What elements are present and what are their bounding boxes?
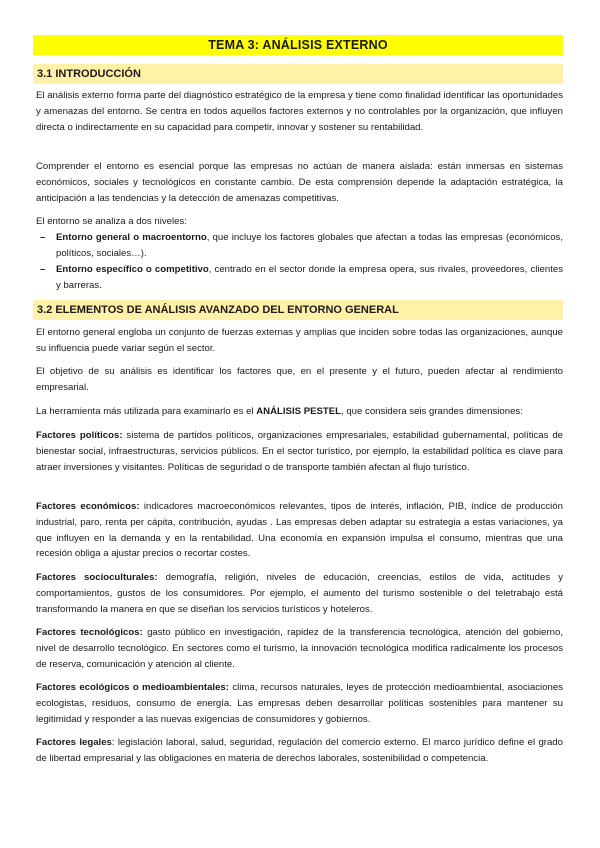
- factor-tecnologicos: [36, 625, 563, 672]
- list-item: [40, 262, 563, 294]
- list-item-text: , centrado en el sector donde la empresa opera, sus rivales, proveedores, clientes y barreras.: [56, 264, 563, 291]
- dash-bullet: –: [40, 264, 46, 275]
- section-heading-elementos: 3.2 ELEMENTOS DE ANÁLISIS AVANZADO DEL ENTORNO GENERAL: [33, 300, 563, 320]
- factor-term: Factores ecológicos o medioambientales:: [36, 682, 229, 693]
- factor-term: Factores políticos:: [36, 430, 123, 441]
- factor-socioculturales: [36, 570, 563, 617]
- factor-text: : legislación laboral, salud, seguridad, regulación del comercio externo. El marco jurídico define el grado de libertad empresarial y las obligaciones en materia de derechos laborales, sostenibilidad o competencia.: [36, 737, 563, 764]
- list-item-term: Entorno específico o competitivo: [56, 264, 209, 275]
- paragraph: Comprender el entorno es esencial porque las empresas no actúan de manera aislada: están inmersas en sistemas económicos, sociales y tecnológicos en constante cambio. De esta comprensión depende la adaptación estratégica, la anticipación a las tendencias y la detección de amenazas competitivas.: [36, 161, 563, 204]
- factor-term: Factores económicos:: [36, 501, 140, 512]
- list-item-term: Entorno general o macroentorno: [56, 232, 207, 243]
- paragraph-pestel: [36, 404, 563, 420]
- section-heading-introduccion: 3.1 INTRODUCCIÓN: [33, 64, 563, 84]
- text-segment: , que considera seis grandes dimensiones:: [341, 406, 523, 417]
- factor-term: Factores socioculturales:: [36, 572, 158, 583]
- dash-bullet: –: [40, 232, 46, 243]
- paragraph: El análisis externo forma parte del diagnóstico estratégico de la empresa y tiene como finalidad identificar las oportunidades y amenazas del entorno. Se centra en todos aquellos factores externos y no controlables por la organización, que influyen directa o indirectamente en su capacidad para competir, innovar y sostener su rentabilidad.: [36, 90, 563, 133]
- list-item-text: , que incluye los factores globales que afectan a todas las empresas (económicos, políticos, sociales…).: [56, 232, 563, 259]
- page-title: TEMA 3: ANÁLISIS EXTERNO: [33, 35, 563, 55]
- factor-economicos: [36, 499, 563, 562]
- factor-term: Factores tecnológicos:: [36, 627, 143, 638]
- factor-term: Factores legales: [36, 737, 112, 748]
- factor-text: gasto público en investigación, rapidez de la transferencia tecnológica, atención del gobierno, nivel de desarrollo tecnológico. En sectores como el turismo, la innovación tecnológica modifica radicalmente los procesos de reserva, comunicación y atención al cliente.: [36, 627, 563, 670]
- list-item: [40, 230, 563, 262]
- paragraph: El objetivo de su análisis es identificar los factores que, en el presente y el futuro, pueden afectar al rendimiento empresarial.: [36, 366, 563, 393]
- text-segment: La herramienta más utilizada para examinarlo es el: [36, 406, 257, 417]
- factor-text: clima, recursos naturales, leyes de protección medioambiental, asociaciones ecologistas, residuos, consumo de energía. Las empresas deben desarrollar políticas sostenibles para mantener su legitimidad y responder a las nuevas exigencias de consumidores y gobiernos.: [36, 682, 563, 725]
- factor-text: sistema de partidos políticos, organizaciones empresariales, estabilidad gubernamental, políticas de bienestar social, infraestructuras, servicios públicos. En el sector turístico, por ejemplo, la estabilidad política es clave para atraer inversiones y visitantes. Políticas de seguridad o de transporte también afectan al flujo turístico.: [36, 430, 563, 473]
- pestel-term: ANÁLISIS PESTEL: [256, 406, 342, 417]
- factor-politicos: [36, 428, 563, 475]
- factor-text: indicadores macroeconómicos relevantes, tipos de interés, inflación, PIB, índice de producción industrial, paro, renta per cápita, contribución, ayudas . Las empresas deben adaptar su estrategia a estas variaciones, ya que influyen en la demanda y en la rentabilidad. Una economía en expansión impulsa el consumo, mientras que una recesión obliga a ajustar precios o recortar costes.: [36, 501, 563, 560]
- paragraph: El entorno se analiza a dos niveles:: [36, 216, 187, 227]
- factor-legales: [36, 735, 563, 767]
- factor-ecologicos: [36, 680, 563, 727]
- factor-text: demografía, religión, niveles de educación, creencias, estilos de vida, actitudes y comportamientos, gustos de los consumidores. Por ejemplo, el aumento del turismo sostenible o del teletrabajo está transformando la manera en que se diseñan los servicios turísticos y hoteleros.: [36, 572, 563, 615]
- paragraph: El entorno general engloba un conjunto de fuerzas externas y amplias que inciden sobre todas las organizaciones, aunque su influencia puede variar según el sector.: [36, 327, 563, 354]
